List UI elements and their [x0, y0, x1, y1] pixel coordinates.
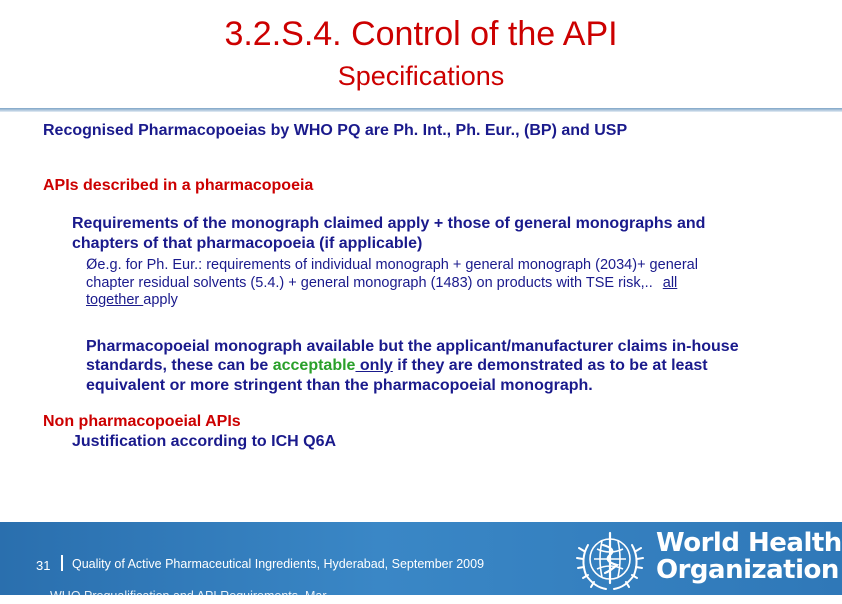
eg-line-3-text: apply: [143, 292, 178, 308]
apis-in-pharmacopoeia-heading: APIs described in a pharmacopoeia: [43, 177, 314, 194]
eg-line-1-text: e.g. for Ph. Eur.: requirements of individual monograph + general monograph (2034)+ general: [97, 257, 698, 273]
justification-text: Justification according to ICH Q6A: [72, 433, 337, 450]
recognised-pharmacopoeias-text: Recognised Pharmacopoeias by WHO PQ are Ph. Int., Ph. Eur., (BP) and USP: [43, 122, 628, 139]
inhouse-line-2-end: if they are demonstrated as to be at least: [392, 357, 708, 374]
who-wordmark-line2: Organization: [656, 555, 839, 585]
slide-title: 3.2.S.4. Control of the API: [224, 15, 618, 53]
inhouse-line-1: Pharmacopoeial monograph available but the applicant/manufacturer claims in-house: [86, 338, 739, 355]
who-wordmark-line1: World Health: [656, 528, 842, 558]
only-link[interactable]: only: [355, 357, 393, 374]
eg-line-2: [86, 275, 677, 292]
who-emblem-icon: [572, 525, 648, 593]
non-pharmacopoeial-heading: Non pharmacopoeial APIs: [43, 413, 241, 430]
header-divider: [0, 108, 842, 112]
footer-text: Quality of Active Pharmaceutical Ingredients, Hyderabad, September 2009: [72, 557, 485, 571]
slide-subtitle: Specifications: [337, 61, 505, 91]
inhouse-line-2-start: standards, these can be: [86, 357, 273, 374]
acceptable-highlight: acceptable: [272, 357, 356, 374]
page-number-separator: [61, 555, 63, 571]
eg-line-3: [86, 292, 178, 309]
footer-cut-text: WHO Prequalification and API Requirements, Mar: [50, 589, 327, 603]
eg-line-2-text: chapter residual solvents (5.4.) + general monograph (1483) on products with TSE risk,..: [86, 275, 653, 291]
inhouse-line-3: equivalent or more stringent than the pharmacopoeial monograph.: [86, 377, 593, 394]
footer-bar: [0, 522, 842, 603]
page-number: 31: [36, 558, 51, 573]
arrow-bullet-icon: Ø: [86, 257, 98, 273]
together-link[interactable]: together: [86, 292, 144, 308]
requirements-line-2: chapters of that pharmacopoeia (if applicable): [72, 235, 423, 252]
inhouse-line-2: [86, 357, 708, 375]
requirements-line-1: Requirements of the monograph claimed apply + those of general monographs and: [72, 215, 706, 232]
eg-line-1: [86, 257, 698, 274]
all-together-link[interactable]: all: [662, 275, 678, 291]
who-wordmark: [656, 530, 842, 584]
